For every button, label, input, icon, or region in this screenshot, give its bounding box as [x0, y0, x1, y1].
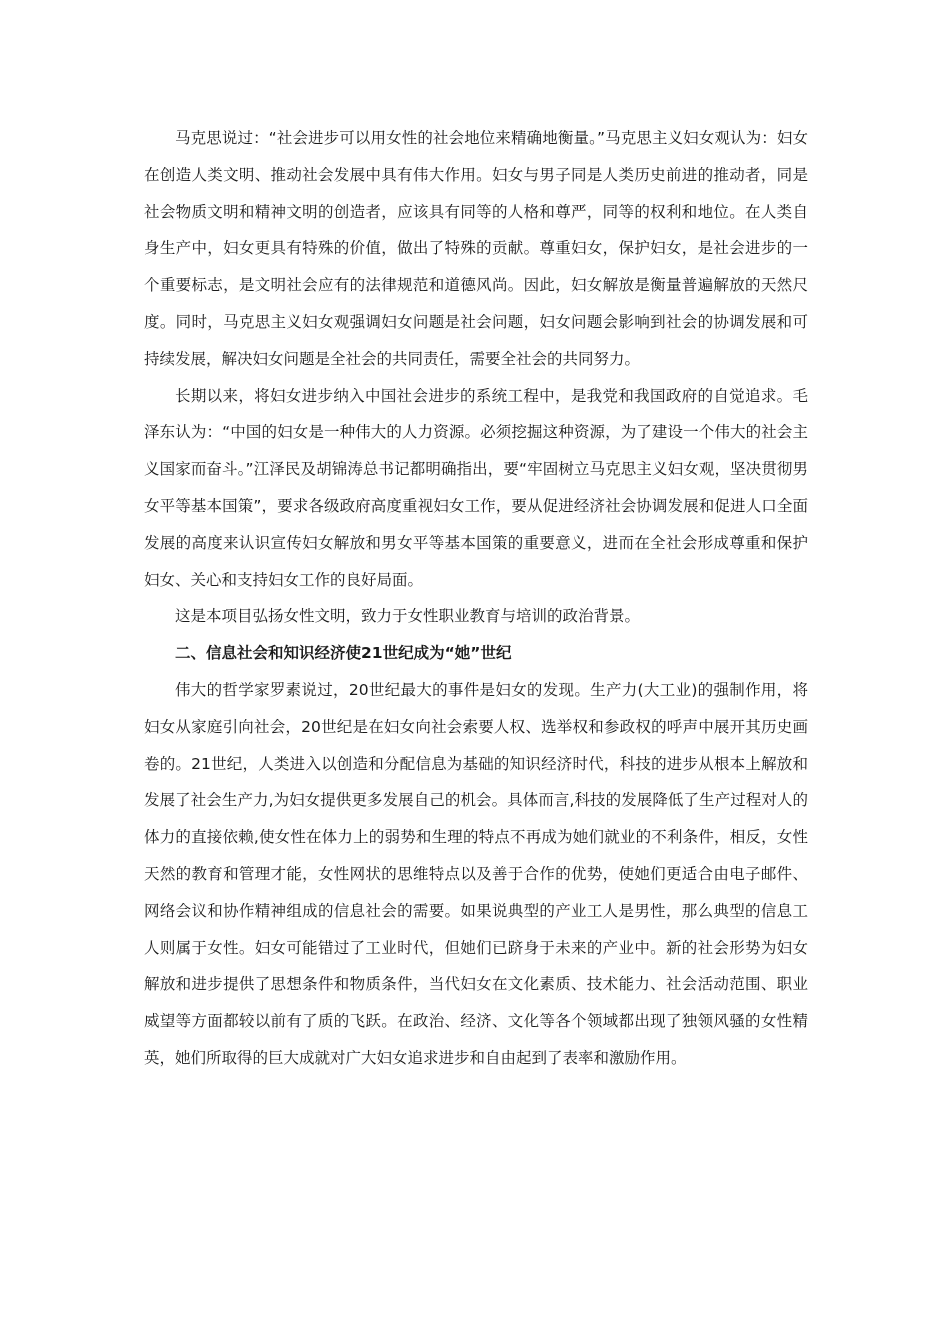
paragraph-party-government: 长期以来，将妇女进步纳入中国社会进步的系统工程中，是我党和我国政府的自觉追求。毛泽东认为：“中国的妇女是一种伟大的人力资源。必须挖掘这种资源，为了建设一个伟大的社会主义国家而奋斗。”江泽民及胡锦涛总书记都明确指出，要“牢固树立马克思主义妇女观，坚决贯彻男女平等基本国策”，要求各级政府高度重视妇女工作，要从促进经济社会协调发展和促进人口全面发展的高度来认识宣传妇女解放和男女平等基本国策的重要意义，进而在全社会形成尊重和保护妇女、关心和支持妇女工作的良好局面。	[144, 386, 808, 589]
paragraph-information-society: 伟大的哲学家罗素说过，20世纪最大的事件是妇女的发现。生产力(大工业)的强制作用，将妇女从家庭引向社会，20世纪是在妇女向社会索要人权、选举权和参政权的呼声中展开其历史画卷的。21世纪，人类进入以创造和分配信息为基础的知识经济时代，科技的进步从根本上解放和发展了社会生产力,为妇女提供更多发展自己的机会。具体而言,科技的发展降低了生产过程对人的体力的直接依赖,使女性在体力上的弱势和生理的特点不再成为她们就业的不利条件，相反，女性天然的教育和管理才能，女性网状的思维特点以及善于合作的优势，使她们更适合由电子邮件、网络会议和协作精神组成的信息社会的需要。如果说典型的产业工人是男性，那么典型的信息工人则属于女性。妇女可能错过了工业时代，但她们已跻身于未来的产业中。新的社会形势为妇女解放和进步提供了思想条件和物质条件，当代妇女在文化素质、技术能力、社会活动范围、职业威望等方面都较以前有了质的飞跃。在政治、经济、文化等各个领域都出现了独领风骚的女性精英，她们所取得的巨大成就对广大妇女追求进步和自由起到了表率和激励作用。	[144, 680, 808, 1067]
paragraph-political-background: 这是本项目弘扬女性文明，致力于女性职业教育与培训的政治背景。	[175, 607, 641, 626]
section-heading: 二、信息社会和知识经济使21世纪成为“她”世纪	[175, 644, 512, 663]
document-body	[144, 120, 808, 1077]
paragraph-marx-women-view: 马克思说过：“社会进步可以用女性的社会地位来精确地衡量。”马克思主义妇女观认为：妇女在创造人类文明、推动社会发展中具有伟大作用。妇女与男子同是人类历史前进的推动者，同是社会物质文明和精神文明的创造者，应该具有同等的人格和尊严，同等的权利和地位。在人类自身生产中，妇女更具有特殊的价值，做出了特殊的贡献。尊重妇女，保护妇女，是社会进步的一个重要标志，是文明社会应有的法律规范和道德风尚。因此，妇女解放是衡量普遍解放的天然尺度。同时，马克思主义妇女观强调妇女问题是社会问题，妇女问题会影响到社会的协调发展和可持续发展，解决妇女问题是全社会的共同责任，需要全社会的共同努力。	[144, 129, 808, 368]
